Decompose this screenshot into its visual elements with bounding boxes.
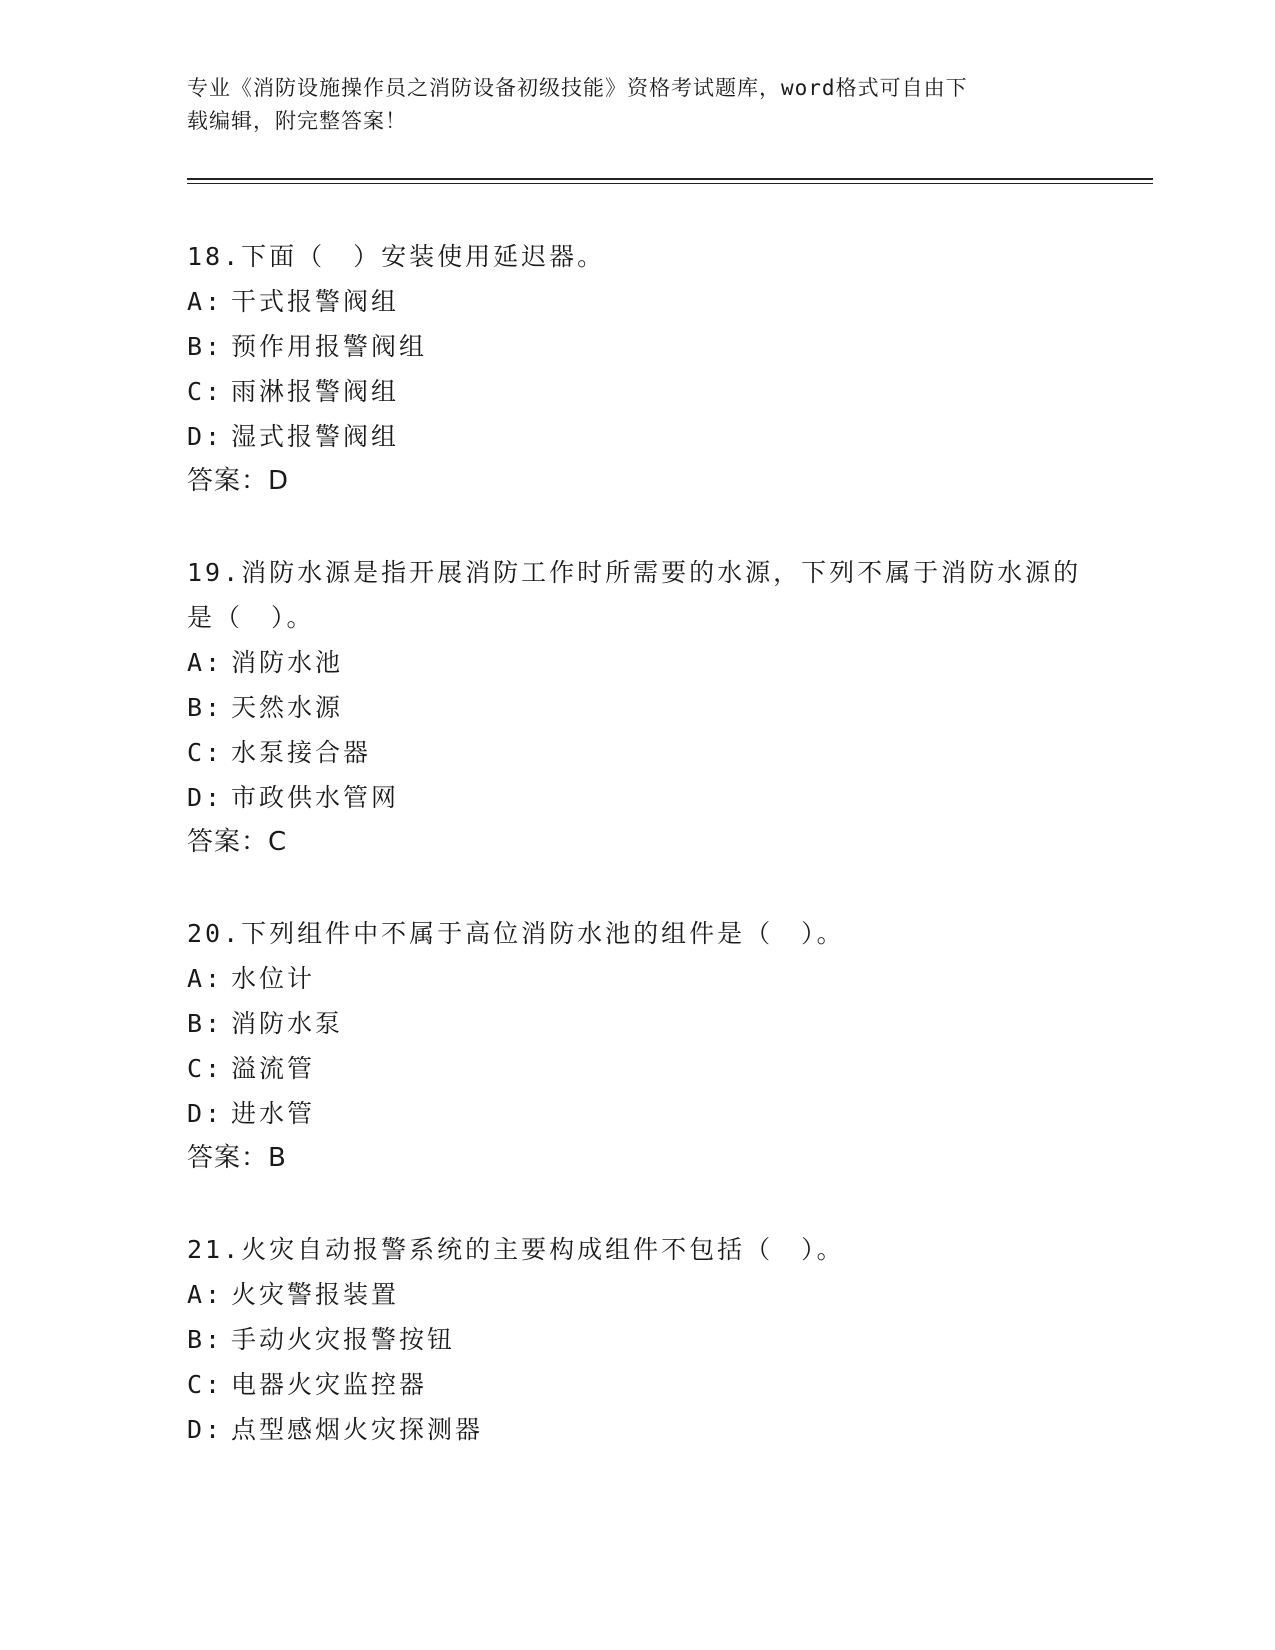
question-list (187, 234, 1087, 1498)
option-text: 雨淋报警阀组 (231, 377, 400, 406)
header-line-2: 载编辑，附完整答案！ (187, 109, 407, 133)
option-key: B: (187, 693, 224, 722)
option-c (187, 730, 1087, 775)
question-20 (187, 911, 1087, 1181)
option-b (187, 1001, 1087, 1046)
question-18 (187, 234, 1087, 504)
option-key: C: (187, 377, 224, 406)
option-text: 干式报警阀组 (231, 287, 400, 316)
option-d (187, 414, 1087, 459)
option-d (187, 1091, 1087, 1136)
header-line-1: 专业《消防设施操作员之消防设备初级技能》资格考试题库，word格式可自由下 (187, 76, 968, 100)
option-text: 进水管 (231, 1099, 316, 1128)
option-a (187, 640, 1087, 685)
option-a (187, 1272, 1087, 1317)
answer-text: 答案：C (187, 827, 288, 857)
option-text: 水位计 (231, 964, 316, 993)
option-key: B: (187, 1009, 224, 1038)
option-a (187, 956, 1087, 1001)
option-key: C: (187, 1370, 224, 1399)
question-stem: 21.火灾自动报警系统的主要构成组件不包括（ ）。 (187, 1235, 845, 1264)
option-d (187, 1407, 1087, 1452)
option-key: A: (187, 648, 224, 677)
option-text: 湿式报警阀组 (231, 422, 400, 451)
option-a (187, 279, 1087, 324)
option-key: B: (187, 332, 224, 361)
option-b (187, 685, 1087, 730)
option-c (187, 1046, 1087, 1091)
option-b (187, 1317, 1087, 1362)
option-text: 溢流管 (231, 1054, 316, 1083)
option-key: D: (187, 422, 224, 451)
answer-text: 答案：B (187, 1143, 287, 1173)
question-19 (187, 550, 1087, 865)
option-key: D: (187, 1099, 224, 1128)
option-text: 水泵接合器 (231, 738, 372, 767)
option-text: 电器火灾监控器 (231, 1370, 428, 1399)
question-21 (187, 1227, 1087, 1452)
option-b (187, 324, 1087, 369)
question-stem: 20.下列组件中不属于高位消防水池的组件是（ ）。 (187, 919, 845, 948)
option-key: B: (187, 1325, 224, 1354)
option-key: C: (187, 1054, 224, 1083)
option-text: 市政供水管网 (231, 783, 400, 812)
option-key: A: (187, 964, 224, 993)
option-key: D: (187, 783, 224, 812)
option-text: 手动火灾报警按钮 (231, 1325, 456, 1354)
option-key: C: (187, 738, 224, 767)
question-stem: 19.消防水源是指开展消防工作时所需要的水源，下列不属于消防水源的是（ ）。 (187, 558, 1082, 632)
option-key: A: (187, 1280, 224, 1309)
option-text: 消防水池 (231, 648, 344, 677)
option-key: D: (187, 1415, 224, 1444)
document-header (187, 72, 1067, 138)
option-text: 点型感烟火灾探测器 (231, 1415, 484, 1444)
option-text: 预作用报警阀组 (231, 332, 428, 361)
option-key: A: (187, 287, 224, 316)
header-divider-thick (187, 178, 1153, 180)
answer-text: 答案：D (187, 466, 290, 496)
option-d (187, 775, 1087, 820)
option-text: 火灾警报装置 (231, 1280, 400, 1309)
option-c (187, 369, 1087, 414)
option-text: 消防水泵 (231, 1009, 344, 1038)
question-stem: 18.下面（ ）安装使用延迟器。 (187, 242, 606, 271)
option-c (187, 1362, 1087, 1407)
header-divider-thin (187, 183, 1153, 184)
option-text: 天然水源 (231, 693, 344, 722)
